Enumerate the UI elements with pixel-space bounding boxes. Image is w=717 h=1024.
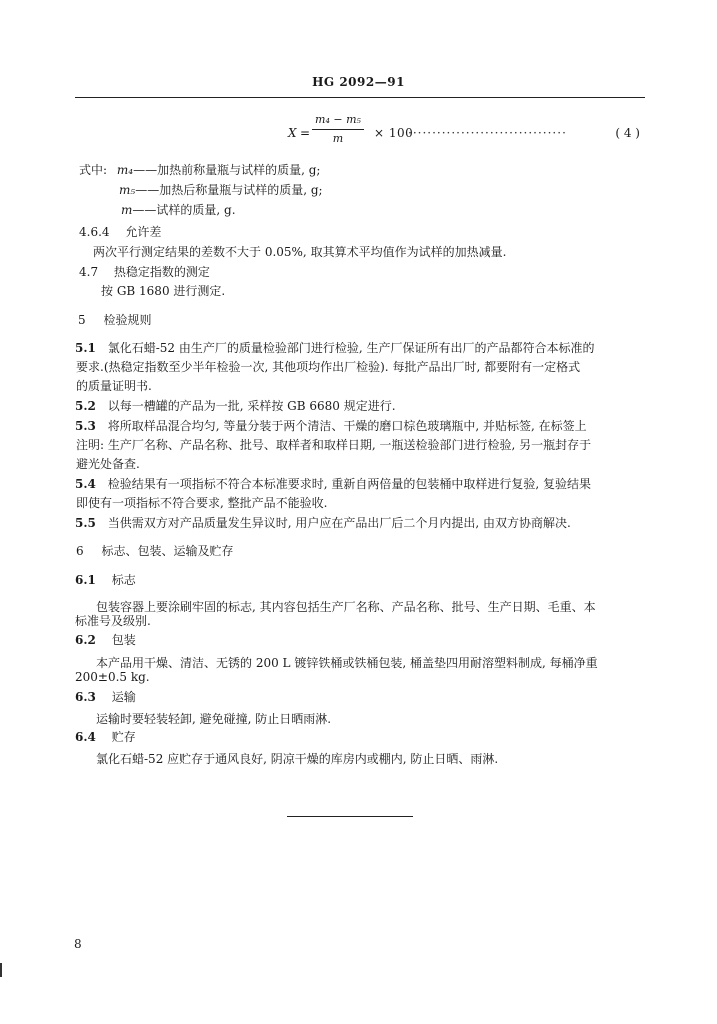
clause-6-2-heading [75,632,136,648]
where-desc: ——加热前称量瓶与试样的质量, g; [133,163,321,177]
clause-number: 4.7 [79,265,99,279]
where-var: m₅ [119,183,136,197]
scan-margin-mark [0,963,2,977]
section-title: 标志、包装、运输及贮存 [101,544,234,558]
clause-5-3-line-3: 避光处备查. [76,457,140,471]
clause-number: 5.4 [75,477,96,491]
clause-title: 热稳定指数的测定 [113,265,210,279]
clause-5-4-line-2: 即使有一项指标不符合要求, 整批产品不能验收. [76,496,328,510]
clause-number: 5.3 [75,419,96,433]
clause-text: 检验结果有一项指标不符合本标准要求时, 重新自两倍量的包装桶中取样进行复验, 复验结果 [107,477,591,491]
end-of-document-rule [287,816,413,817]
clause-number: 6.4 [75,730,96,744]
header-rule [75,97,645,98]
where-var: m [121,203,133,217]
where-prefix: 式中: [79,163,108,177]
clause-6-3-text: 运输时要轻装轻卸, 避免碰撞, 防止日晒雨淋. [96,712,332,726]
clause-6-2-line-1: 本产品用干燥、清洁、无锈的 200 L 镀锌铁桶或铁桶包装, 桶盖垫四用耐溶塑料制成, 每桶净重 [96,656,598,670]
formula-denominator: m [332,132,344,145]
clause-4-6-4-text: 两次平行测定结果的差数不大于 0.05%, 取其算术平均值作为试样的加热减量. [93,245,507,259]
page-number: 8 [74,937,82,951]
section-title: 检验规则 [103,313,152,327]
clause-4-6-4-heading [79,224,161,240]
clause-6-4-text: 氯化石蜡-52 应贮存于通风良好, 阴凉干燥的库房内或棚内, 防止日晒、雨淋. [96,752,499,766]
clause-title: 贮存 [111,730,136,744]
formula-4 [288,113,648,153]
clause-5-4-line-1 [75,476,591,492]
clause-number: 6.2 [75,633,96,647]
section-6-heading [76,543,233,559]
clause-5-1-line-3: 的质量证明书. [76,379,152,393]
formula-equals: = [300,126,311,140]
clause-number: 6.3 [75,690,96,704]
clause-text: 将所取样品混合均匀, 等量分装于两个清洁、干燥的磨口棕色玻璃瓶中, 并贴标签, 在标签上 [107,419,587,433]
formula-multiplier: × 100 [374,126,414,140]
where-var: m₄ [116,163,134,177]
clause-number: 5.5 [75,516,96,530]
fraction-bar [312,129,364,130]
standard-number-header: HG 2092—91 [312,75,405,89]
clause-6-1-heading [75,572,136,588]
clause-5-5 [75,515,571,531]
clause-title: 包装 [111,633,136,647]
clause-6-2-line-2: 200±0.5 kg. [75,670,150,684]
clause-6-1-line-1: 包装容器上要涂刷牢固的标志, 其内容包括生产厂名称、产品名称、批号、生产日期、毛重、本 [96,600,596,614]
section-5-heading [78,312,151,328]
formula-leader-dots: ································· [408,126,567,140]
clause-6-1-line-2: 标准号及级别. [75,614,151,628]
clause-5-3-line-1 [75,418,587,434]
where-line-1 [79,162,320,178]
section-number: 6 [76,544,84,558]
section-number: 5 [78,313,86,327]
clause-text: 当供需双方对产品质量发生异议时, 用户应在产品出厂后二个月内提出, 由双方协商解决. [107,516,571,530]
clause-5-1-line-2: 要求.(热稳定指数至少半年检验一次, 其他项均作出厂检验). 每批产品出厂时, 都要附有一定格式 [76,360,581,374]
clause-5-1-line-1 [75,340,595,356]
clause-5-2 [75,398,396,414]
formula-lhs: X [288,126,297,140]
clause-6-4-heading [75,729,136,745]
formula-numerator: m₄ − m₅ [315,113,361,126]
where-line-2 [119,182,323,198]
where-line-3 [121,202,236,218]
clause-text: 氯化石蜡-52 由生产厂的质量检验部门进行检验, 生产厂保证所有出厂的产品都符合本标准的 [107,341,595,355]
where-desc: ——试样的质量, g. [132,203,236,217]
clause-4-7-text: 按 GB 1680 进行测定. [101,284,226,298]
clause-title: 运输 [111,690,136,704]
clause-5-3-line-2: 注明: 生产厂名称、产品名称、批号、取样者和取样日期, 一瓶送检验部门进行检验, 另一瓶封存于 [76,438,592,452]
clause-number: 5.2 [75,399,96,413]
clause-text: 以每一槽罐的产品为一批, 采样按 GB 6680 规定进行. [107,399,396,413]
where-desc: ——加热后称量瓶与试样的质量, g; [135,183,323,197]
formula-fraction [312,113,364,146]
clause-title: 允许差 [125,225,162,239]
clause-6-3-heading [75,689,136,705]
clause-4-7-heading [79,264,210,280]
equation-number: ( 4 ) [615,126,640,140]
clause-number: 6.1 [75,573,96,587]
clause-number: 4.6.4 [79,225,110,239]
clause-title: 标志 [111,573,136,587]
clause-number: 5.1 [75,341,96,355]
